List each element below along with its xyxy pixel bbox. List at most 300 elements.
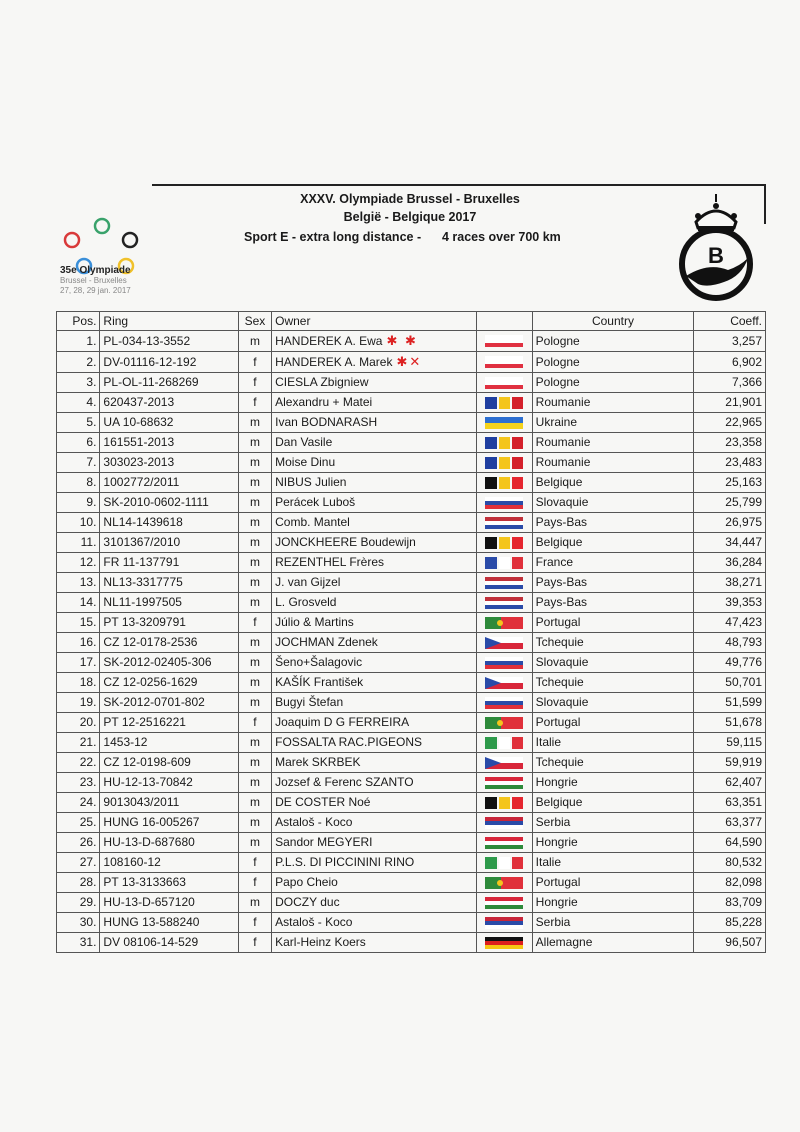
cell-owner — [272, 753, 477, 773]
handwritten-marks: ✱ ✱ — [386, 333, 418, 348]
federation-emblem — [668, 192, 764, 302]
owner-name: JOCHMAN Zdenek — [275, 635, 378, 649]
cell-flag — [477, 453, 533, 473]
flag-pt-icon — [485, 877, 523, 889]
cell-owner — [272, 933, 477, 953]
cell-pos: 7. — [57, 453, 100, 473]
cell-pos: 23. — [57, 773, 100, 793]
cell-coeff: 59,115 — [694, 733, 766, 753]
cell-coeff: 34,447 — [694, 533, 766, 553]
table-row — [57, 593, 766, 613]
flag-cz-icon — [485, 637, 523, 649]
table-row — [57, 413, 766, 433]
cell-flag — [477, 352, 533, 373]
cell-sex: f — [238, 373, 271, 393]
header-rule — [152, 184, 766, 186]
cell-country: Allemagne — [532, 933, 694, 953]
cell-sex: m — [238, 453, 271, 473]
cell-sex: f — [238, 913, 271, 933]
cell-owner — [272, 553, 477, 573]
cell-country: Roumanie — [532, 453, 694, 473]
cell-owner — [272, 773, 477, 793]
crown-icon — [695, 194, 737, 231]
cell-flag — [477, 713, 533, 733]
cell-country: Portugal — [532, 713, 694, 733]
cell-sex: m — [238, 413, 271, 433]
cell-sex: m — [238, 473, 271, 493]
header-rule-right — [764, 184, 766, 224]
cell-sex: f — [238, 713, 271, 733]
cell-sex: m — [238, 653, 271, 673]
cell-pos: 10. — [57, 513, 100, 533]
cell-country: Pays-Bas — [532, 573, 694, 593]
owner-name: Comb. Mantel — [275, 515, 350, 529]
cell-pos: 2. — [57, 352, 100, 373]
col-header-sex: Sex — [238, 312, 271, 331]
cell-flag — [477, 853, 533, 873]
cell-flag — [477, 393, 533, 413]
table-header-row — [57, 312, 766, 331]
cell-flag — [477, 913, 533, 933]
cell-coeff: 38,271 — [694, 573, 766, 593]
owner-name: HANDEREK A. Marek — [275, 355, 393, 369]
flag-ua-icon — [485, 417, 523, 429]
cell-owner — [272, 433, 477, 453]
cell-owner — [272, 913, 477, 933]
cell-sex: m — [238, 573, 271, 593]
flag-pt-icon — [485, 617, 523, 629]
owner-name: Karl-Heinz Koers — [275, 935, 366, 949]
table-row — [57, 373, 766, 393]
cell-owner — [272, 373, 477, 393]
cell-coeff: 64,590 — [694, 833, 766, 853]
cell-owner — [272, 493, 477, 513]
cell-country: Portugal — [532, 613, 694, 633]
header-title — [200, 190, 620, 226]
cell-owner — [272, 893, 477, 913]
cell-flag — [477, 513, 533, 533]
cell-ring: 1453-12 — [100, 733, 238, 753]
cell-flag — [477, 533, 533, 553]
cell-ring: 161551-2013 — [100, 433, 238, 453]
cell-coeff: 21,901 — [694, 393, 766, 413]
cell-flag — [477, 933, 533, 953]
owner-name: J. van Gijzel — [275, 575, 341, 589]
cell-sex: m — [238, 331, 271, 352]
cell-ring: NL11-1997505 — [100, 593, 238, 613]
cell-owner — [272, 593, 477, 613]
flag-it-icon — [485, 737, 523, 749]
cell-owner — [272, 393, 477, 413]
table-row — [57, 773, 766, 793]
cell-flag — [477, 413, 533, 433]
cell-pos: 22. — [57, 753, 100, 773]
cell-owner — [272, 331, 477, 352]
flag-hu-icon — [485, 777, 523, 789]
cell-owner — [272, 713, 477, 733]
cell-coeff: 6,902 — [694, 352, 766, 373]
logo-city: Brussel - Bruxelles — [60, 276, 127, 285]
title-line-3: Sport E - extra long distance - 4 races over 700 km — [244, 230, 561, 244]
table-row — [57, 573, 766, 593]
cell-ring: 108160-12 — [100, 853, 238, 873]
cell-coeff: 51,678 — [694, 713, 766, 733]
table-row — [57, 833, 766, 853]
flag-sk-icon — [485, 497, 523, 509]
cell-pos: 17. — [57, 653, 100, 673]
owner-name: CIESLA Zbigniew — [275, 375, 369, 389]
cell-sex: f — [238, 613, 271, 633]
cell-flag — [477, 693, 533, 713]
cell-pos: 8. — [57, 473, 100, 493]
cell-owner — [272, 733, 477, 753]
col-header-country: Country — [532, 312, 694, 331]
flag-cz-icon — [485, 677, 523, 689]
cell-country: Hongrie — [532, 773, 694, 793]
cell-ring: PL-OL-11-268269 — [100, 373, 238, 393]
table-row — [57, 433, 766, 453]
cell-ring: HUNG 13-588240 — [100, 913, 238, 933]
cell-pos: 4. — [57, 393, 100, 413]
cell-coeff: 83,709 — [694, 893, 766, 913]
cell-sex: m — [238, 893, 271, 913]
cell-ring: PL-034-13-3552 — [100, 331, 238, 352]
table-row — [57, 633, 766, 653]
cell-pos: 5. — [57, 413, 100, 433]
cell-owner — [272, 653, 477, 673]
cell-coeff: 48,793 — [694, 633, 766, 653]
cell-sex: m — [238, 833, 271, 853]
cell-owner — [272, 833, 477, 853]
cell-ring: NL14-1439618 — [100, 513, 238, 533]
cell-flag — [477, 673, 533, 693]
table-row — [57, 753, 766, 773]
table-row — [57, 331, 766, 352]
owner-name: Dan Vasile — [275, 435, 333, 449]
cell-ring: SK-2012-02405-306 — [100, 653, 238, 673]
owner-name: Papo Cheio — [275, 875, 338, 889]
cell-owner — [272, 473, 477, 493]
cell-coeff: 50,701 — [694, 673, 766, 693]
cell-coeff: 80,532 — [694, 853, 766, 873]
cell-sex: m — [238, 673, 271, 693]
title-line-2: België - Belgique 2017 — [343, 210, 477, 224]
cell-country: Pays-Bas — [532, 593, 694, 613]
cell-flag — [477, 813, 533, 833]
cell-owner — [272, 673, 477, 693]
cell-country: Roumanie — [532, 393, 694, 413]
cell-coeff: 36,284 — [694, 553, 766, 573]
cell-flag — [477, 613, 533, 633]
owner-name: REZENTHEL Frères — [275, 555, 385, 569]
ranking-table — [56, 311, 766, 953]
cell-pos: 26. — [57, 833, 100, 853]
cell-country: Tchequie — [532, 633, 694, 653]
cell-ring: UA 10-68632 — [100, 413, 238, 433]
cell-country: Slovaquie — [532, 493, 694, 513]
cell-coeff: 63,377 — [694, 813, 766, 833]
cell-ring: SK-2010-0602-1111 — [100, 493, 238, 513]
owner-name: KAŠÍK František — [275, 675, 364, 689]
cell-sex: m — [238, 813, 271, 833]
cell-coeff: 63,351 — [694, 793, 766, 813]
flag-de-icon — [485, 937, 523, 949]
cell-flag — [477, 473, 533, 493]
cell-ring: PT 13-3209791 — [100, 613, 238, 633]
cell-flag — [477, 573, 533, 593]
flag-pl-icon — [485, 377, 523, 389]
table-body — [57, 331, 766, 953]
cell-country: Roumanie — [532, 433, 694, 453]
cell-flag — [477, 553, 533, 573]
cell-flag — [477, 793, 533, 813]
cell-pos: 18. — [57, 673, 100, 693]
cell-pos: 12. — [57, 553, 100, 573]
cell-pos: 1. — [57, 331, 100, 352]
col-header-owner: Owner — [272, 312, 477, 331]
cell-country: France — [532, 553, 694, 573]
cell-flag — [477, 331, 533, 352]
flag-cz-icon — [485, 757, 523, 769]
table-row — [57, 513, 766, 533]
cell-country: Pologne — [532, 352, 694, 373]
owner-name: Šeno+Šalagovic — [275, 655, 363, 669]
flag-hu-icon — [485, 897, 523, 909]
owner-name: Alexandru + Matei — [275, 395, 373, 409]
cell-ring: 303023-2013 — [100, 453, 238, 473]
flag-ro-icon — [485, 397, 523, 409]
cell-ring: CZ 12-0198-609 — [100, 753, 238, 773]
cell-coeff: 62,407 — [694, 773, 766, 793]
cell-pos: 9. — [57, 493, 100, 513]
flag-be-icon — [485, 537, 523, 549]
cell-ring: 620437-2013 — [100, 393, 238, 413]
logo-title: 35e Olympiade — [60, 265, 131, 276]
cell-flag — [477, 733, 533, 753]
cell-coeff: 7,366 — [694, 373, 766, 393]
cell-owner — [272, 613, 477, 633]
cell-coeff: 23,483 — [694, 453, 766, 473]
cell-ring: DV 08106-14-529 — [100, 933, 238, 953]
cell-country: Italie — [532, 733, 694, 753]
logo-ring-red — [65, 233, 79, 247]
cell-country: Pays-Bas — [532, 513, 694, 533]
emblem-letter: B — [708, 243, 724, 268]
cell-owner — [272, 533, 477, 553]
cell-sex: m — [238, 693, 271, 713]
flag-rs-icon — [485, 917, 523, 929]
owner-name: DOCZY duc — [275, 895, 340, 909]
flag-be-icon — [485, 797, 523, 809]
owner-name: Perácek Luboš — [275, 495, 356, 509]
cell-country: Slovaquie — [532, 653, 694, 673]
cell-country: Ukraine — [532, 413, 694, 433]
cell-coeff: 39,353 — [694, 593, 766, 613]
cell-ring: SK-2012-0701-802 — [100, 693, 238, 713]
cell-flag — [477, 633, 533, 653]
table-row — [57, 873, 766, 893]
cell-pos: 14. — [57, 593, 100, 613]
cell-country: Italie — [532, 853, 694, 873]
col-header-ring: Ring — [100, 312, 238, 331]
owner-name: Moise Dinu — [275, 455, 336, 469]
col-header-coeff: Coeff. — [694, 312, 766, 331]
cell-ring: PT 13-3133663 — [100, 873, 238, 893]
cell-ring: PT 12-2516221 — [100, 713, 238, 733]
cell-coeff: 59,919 — [694, 753, 766, 773]
owner-name: Ivan BODNARASH — [275, 415, 378, 429]
cell-ring: CZ 12-0256-1629 — [100, 673, 238, 693]
cell-coeff: 26,975 — [694, 513, 766, 533]
flag-rs-icon — [485, 817, 523, 829]
flag-sk-icon — [485, 697, 523, 709]
flag-ro-icon — [485, 437, 523, 449]
table-row — [57, 713, 766, 733]
cell-pos: 11. — [57, 533, 100, 553]
cell-coeff: 49,776 — [694, 653, 766, 673]
cell-ring: 3101367/2010 — [100, 533, 238, 553]
cell-pos: 24. — [57, 793, 100, 813]
cell-sex: f — [238, 873, 271, 893]
owner-name: Astaloš - Koco — [275, 815, 353, 829]
title-line-1: XXXV. Olympiade Brussel - Bruxelles — [300, 192, 520, 206]
cell-country: Tchequie — [532, 673, 694, 693]
table-row — [57, 493, 766, 513]
cell-coeff: 3,257 — [694, 331, 766, 352]
cell-coeff: 25,799 — [694, 493, 766, 513]
cell-pos: 30. — [57, 913, 100, 933]
cell-pos: 19. — [57, 693, 100, 713]
cell-owner — [272, 453, 477, 473]
cell-country: Belgique — [532, 793, 694, 813]
cell-coeff: 47,423 — [694, 613, 766, 633]
cell-owner — [272, 633, 477, 653]
cell-owner — [272, 813, 477, 833]
owner-name: L. Grosveld — [275, 595, 337, 609]
cell-pos: 29. — [57, 893, 100, 913]
owner-name: JONCKHEERE Boudewijn — [275, 535, 416, 549]
table-row — [57, 933, 766, 953]
cell-owner — [272, 413, 477, 433]
cell-coeff: 51,599 — [694, 693, 766, 713]
cell-sex: f — [238, 352, 271, 373]
cell-flag — [477, 373, 533, 393]
cell-coeff: 23,358 — [694, 433, 766, 453]
table-row — [57, 853, 766, 873]
cell-ring: NL13-3317775 — [100, 573, 238, 593]
table-row — [57, 813, 766, 833]
cell-pos: 21. — [57, 733, 100, 753]
owner-name: Bugyi Štefan — [275, 695, 344, 709]
cell-flag — [477, 893, 533, 913]
flag-it-icon — [485, 857, 523, 869]
owner-name: Astaloš - Koco — [275, 915, 353, 929]
cell-ring: FR 11-137791 — [100, 553, 238, 573]
cell-sex: m — [238, 493, 271, 513]
cell-pos: 6. — [57, 433, 100, 453]
owner-name: Júlio & Martins — [275, 615, 354, 629]
cell-flag — [477, 873, 533, 893]
owner-name: Marek SKRBEK — [275, 755, 361, 769]
logo-dates: 27, 28, 29 jan. 2017 — [60, 286, 131, 295]
cell-sex: m — [238, 513, 271, 533]
cell-ring: HU-13-D-687680 — [100, 833, 238, 853]
table-row — [57, 693, 766, 713]
cell-sex: m — [238, 733, 271, 753]
cell-ring: 9013043/2011 — [100, 793, 238, 813]
cell-flag — [477, 773, 533, 793]
logo-ring-green — [95, 219, 109, 233]
cell-owner — [272, 693, 477, 713]
logo-ring-black — [123, 233, 137, 247]
flag-hu-icon — [485, 837, 523, 849]
table-row — [57, 473, 766, 493]
owner-name: P.L.S. DI PICCININI RINO — [275, 855, 415, 869]
table-row — [57, 613, 766, 633]
owner-name: DE COSTER Noé — [275, 795, 371, 809]
cell-flag — [477, 493, 533, 513]
cell-pos: 16. — [57, 633, 100, 653]
owner-name: NIBUS Julien — [275, 475, 347, 489]
flag-be-icon — [485, 477, 523, 489]
table-row — [57, 673, 766, 693]
cell-sex: m — [238, 793, 271, 813]
cell-sex: m — [238, 773, 271, 793]
olympiad-logo-text — [60, 266, 160, 296]
cell-sex: f — [238, 393, 271, 413]
flag-pt-icon — [485, 717, 523, 729]
handwritten-marks: ✱✕ — [396, 354, 423, 369]
flag-nl-icon — [485, 597, 523, 609]
cell-owner — [272, 352, 477, 373]
cell-country: Slovaquie — [532, 693, 694, 713]
cell-country: Tchequie — [532, 753, 694, 773]
owner-name: Jozsef & Ferenc SZANTO — [275, 775, 414, 789]
cell-sex: f — [238, 853, 271, 873]
cell-flag — [477, 593, 533, 613]
flag-nl-icon — [485, 577, 523, 589]
cell-sex: f — [238, 933, 271, 953]
cell-country: Hongrie — [532, 893, 694, 913]
flag-pl-icon — [485, 356, 523, 368]
cell-owner — [272, 573, 477, 593]
owner-name: Sandor MEGYERI — [275, 835, 373, 849]
table-row — [57, 653, 766, 673]
flag-ro-icon — [485, 457, 523, 469]
cell-flag — [477, 753, 533, 773]
table-row — [57, 553, 766, 573]
owner-name: HANDEREK A. Ewa — [275, 334, 383, 348]
owner-name: Joaquim D G FERREIRA — [275, 715, 410, 729]
flag-nl-icon — [485, 517, 523, 529]
cell-flag — [477, 653, 533, 673]
cell-country: Pologne — [532, 373, 694, 393]
col-header-pos: Pos. — [57, 312, 100, 331]
cell-coeff: 96,507 — [694, 933, 766, 953]
cell-country: Belgique — [532, 533, 694, 553]
cell-owner — [272, 853, 477, 873]
cell-pos: 28. — [57, 873, 100, 893]
table-row — [57, 733, 766, 753]
cell-sex: m — [238, 593, 271, 613]
cell-owner — [272, 793, 477, 813]
cell-ring: DV-01116-12-192 — [100, 352, 238, 373]
table-row — [57, 453, 766, 473]
flag-fr-icon — [485, 557, 523, 569]
cell-owner — [272, 873, 477, 893]
table-row — [57, 893, 766, 913]
cell-flag — [477, 833, 533, 853]
